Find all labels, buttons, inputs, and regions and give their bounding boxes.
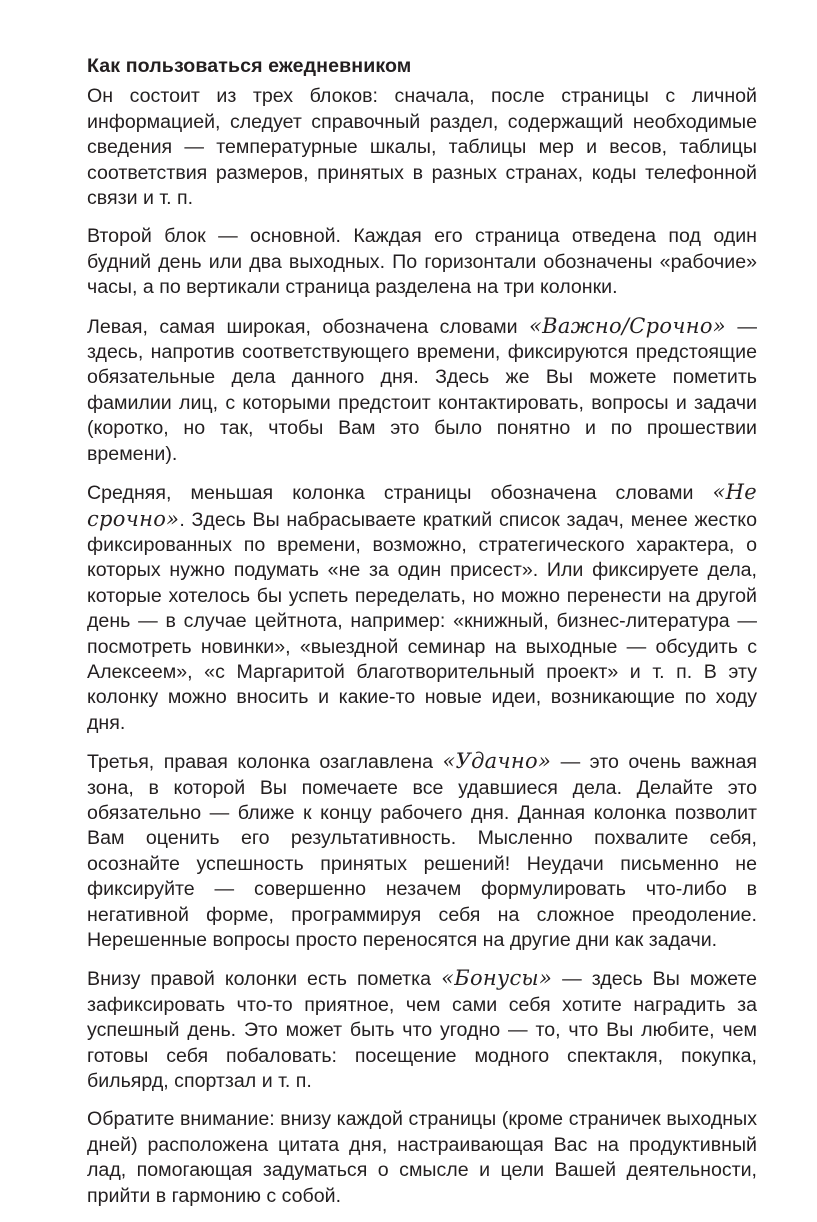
paragraph-text: Второй блок — основной. Каждая его страница отведена под один будний день или два выходных. По горизонтали обозначены «рабочие» часы, а по вертикали страница разделена на три колонки.	[87, 225, 757, 299]
paragraph-text: Он состоит из трех блоков: сначала, после страницы с личной информацией, следует справочный раздел, содержащий необходимые сведения — температурные шкалы, таблицы мер и весов, таблицы соответствия размеров, принятых в разных странах, коды телефонной связи и т. п.	[87, 85, 757, 210]
paragraph-text: — здесь, напротив соответствующего времени, фиксируются предстоящие обязательные дела данного дня. Здесь же Вы можете пометить фамилии лиц, с которыми предстоит контактировать, вопросы и задачи (коротко, но так, чтобы Вам это было понятно и по прошествии времени).	[87, 315, 757, 465]
handwritten-label-not-urgent: «Не срочно»	[87, 480, 757, 531]
handwritten-label-success: «Удачно»	[442, 749, 552, 774]
paragraph-bonuses	[87, 966, 757, 1094]
paragraph-quote-of-day	[87, 1107, 757, 1209]
paragraph-text: Третья, правая колонка озаглавлена	[87, 751, 443, 774]
paragraph-structure	[87, 84, 757, 211]
handwritten-label-important: «Важно/Срочно»	[528, 313, 726, 338]
paragraph-main-block	[87, 224, 757, 300]
paragraph-text: Обратите внимание: внизу каждой страницы (кроме страничек выходных дней) расположена цитата дня, настраивающая Вас на продуктивный лад, помогающая задуматься о смысле и цели Вашей деятельности, прийти в гармонию с собой.	[87, 1108, 757, 1207]
paragraph-left-column	[87, 314, 757, 467]
document-page	[87, 54, 757, 1222]
paragraph-text: — здесь Вы можете зафиксировать что-то приятное, чем сами себя хотите наградить за успешный день. Это может быть что угодно — то, что Вы любите, чем готовы себя побаловать: посещение модного спектакля, покупка, бильярд, спортзал и т. п.	[87, 968, 757, 1093]
paragraph-text: Левая, самая широкая, обозначена словами	[87, 315, 529, 338]
paragraph-middle-column	[87, 480, 757, 736]
paragraph-text: Средняя, меньшая колонка страницы обозначена словами	[87, 482, 713, 505]
section-heading: Как пользоваться ежедневником	[87, 55, 412, 77]
paragraph-right-column	[87, 749, 757, 953]
paragraph-text: — это очень важная зона, в которой Вы помечаете все удавшиеся дела. Делайте это обязательно — ближе к концу рабочего дня. Данная колонка позволит Вам оценить его результативность. Мысленно похвалите себя, осознайте успешность принятых решений! Неудачи письменно не фиксируйте — совершенно незачем формулировать что-либо в негативной форме, программируя себя на сложное преодоление. Нерешенные вопросы просто переносятся на другие дни как задачи.	[87, 751, 757, 951]
paragraph-text: Внизу правой колонки есть пометка	[87, 968, 442, 991]
paragraph-text: . Здесь Вы набрасываете краткий список задач, менее жестко фиксированных по времени, возможно, стратегического характера, о которых нужно подумать «не за один присест». Или фиксируете дела, которые хотелось бы успеть переделать, но можно перенести на другой день — в случае цейтнота, например: «книжный, бизнес-литература — посмотреть новинки», «выездной семинар на выходные — обсудить с Алексеем», «с Маргаритой благотворительный проект» и т. п. В эту колонку можно вносить и какие-то новые идеи, возникающие по ходу дня.	[87, 508, 757, 734]
handwritten-label-bonuses: «Бонусы»	[441, 966, 553, 991]
